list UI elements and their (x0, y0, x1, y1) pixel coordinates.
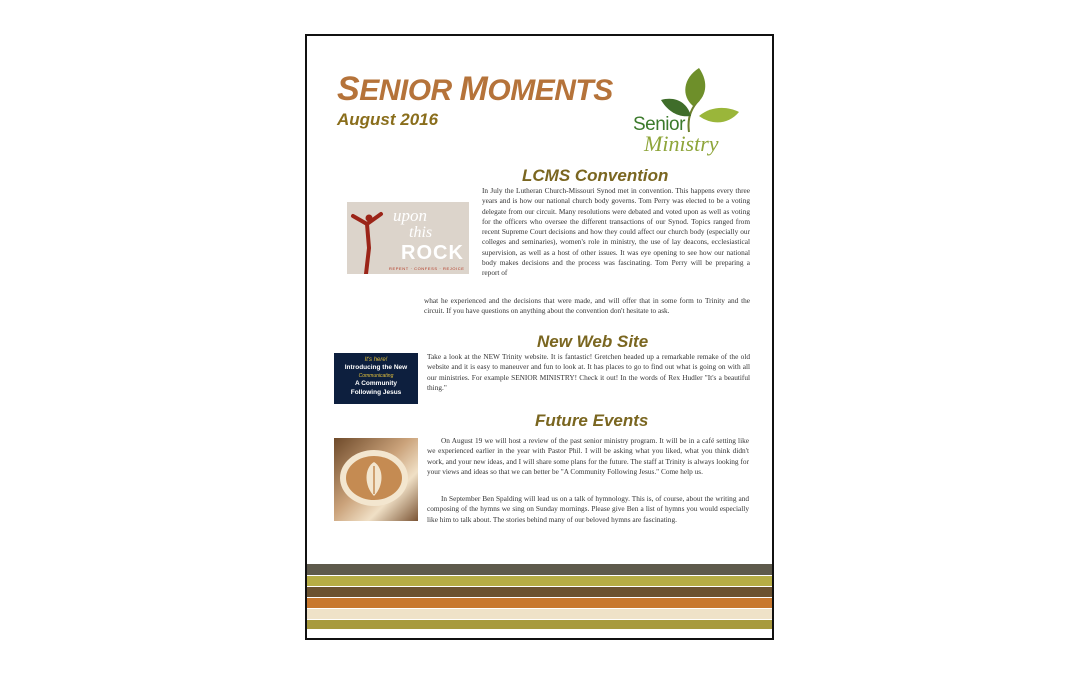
lcms-paragraph-2: what he experienced and the decisions that were made, and will offer that in some form to Trinity and the circuit. If you have questions on anything about the convention don't hesitate to ask. (424, 296, 750, 316)
future-events-paragraph-2: In September Ben Spalding will lead us on a talk of hymnology. This is, of course, about the writing and composing of the hymns we sing on Sunday mornings. Please give Ben a list of hymns you would especially like him to talk about. The stories behind many of our beloved hymns are fascinating. (427, 494, 749, 524)
logo-text-ministry: Ministry (644, 131, 719, 156)
future-events-heading: Future Events (535, 411, 649, 430)
upon-this-rock-image (347, 202, 469, 274)
new-website-image (334, 353, 418, 404)
rock-image-word-this: this (409, 224, 433, 241)
newsletter-title: SENIOR MOMENTS (337, 70, 613, 108)
website-paragraph: Take a look at the NEW Trinity website. It is fantastic! Gretchen headed up a remarkable remake of the old website and it is easy to maneuver and fun to look at. It has places to go to find out what is going on with all our ministries. For example SENIOR MINISTRY! Check it out! In the words of Rex Hudler "It's a beautiful thing." (427, 352, 750, 392)
web-image-line-2: Introducing the New (344, 364, 408, 371)
footer-stripe-1 (307, 564, 772, 575)
latte-art-icon (334, 438, 418, 521)
newsletter-page (305, 34, 774, 640)
rock-image-tagline: REPENT · CONFESS · REJOICE (389, 266, 465, 271)
web-image-line-3: Communicating (358, 373, 394, 379)
newsletter-date: August 2016 (337, 110, 439, 129)
footer-stripe-6 (307, 620, 772, 629)
lcms-heading: LCMS Convention (522, 166, 669, 185)
web-image-line-4: A Community (354, 380, 397, 387)
website-heading: New Web Site (537, 332, 649, 351)
rock-image-word-rock: ROCK (401, 242, 464, 264)
web-image-line-5: Following Jesus (350, 389, 402, 396)
logo-text-senior: Senior (633, 114, 685, 135)
rock-image-word-upon: upon (393, 206, 427, 225)
coffee-cup-image (334, 438, 418, 521)
footer-stripe-4 (307, 598, 772, 608)
lcms-paragraph-1: In July the Lutheran Church-Missouri Synod met in convention. This happens every three years and is how our national church body governs. Tom Perry was elected to be a voting delegate from our circuit. Many resolutions were debated and voted upon as well as voting for the officers who oversee the different transactions of our Synod. Topics ranged from recent Supreme Court decisions and how they could affect our church body (especially our colleges and seminaries), women's role in ministry, the use of lay deacons, ecclesiastical supervision, as well as a host of other issues. It was eye opening to see how our national body makes decisions and the process was fascinating. Tom Perry will be preparing a report of (482, 186, 750, 278)
future-events-paragraph-1: On August 19 we will host a review of the past senior ministry program. It will be in a café setting like we experienced earlier in the year with Pastor Phil. I will be asking what you liked, what you think didn't work, and your new ideas, and I will share some plans for the future. The staff at Trinity is always looking for your views and ideas so that we can better be "A Community Following Jesus." Come help us. (427, 436, 749, 476)
footer-stripe-3 (307, 587, 772, 597)
footer-stripe-2 (307, 576, 772, 586)
web-image-line-1: It's here! (364, 357, 388, 363)
footer-stripe-5 (307, 609, 772, 619)
